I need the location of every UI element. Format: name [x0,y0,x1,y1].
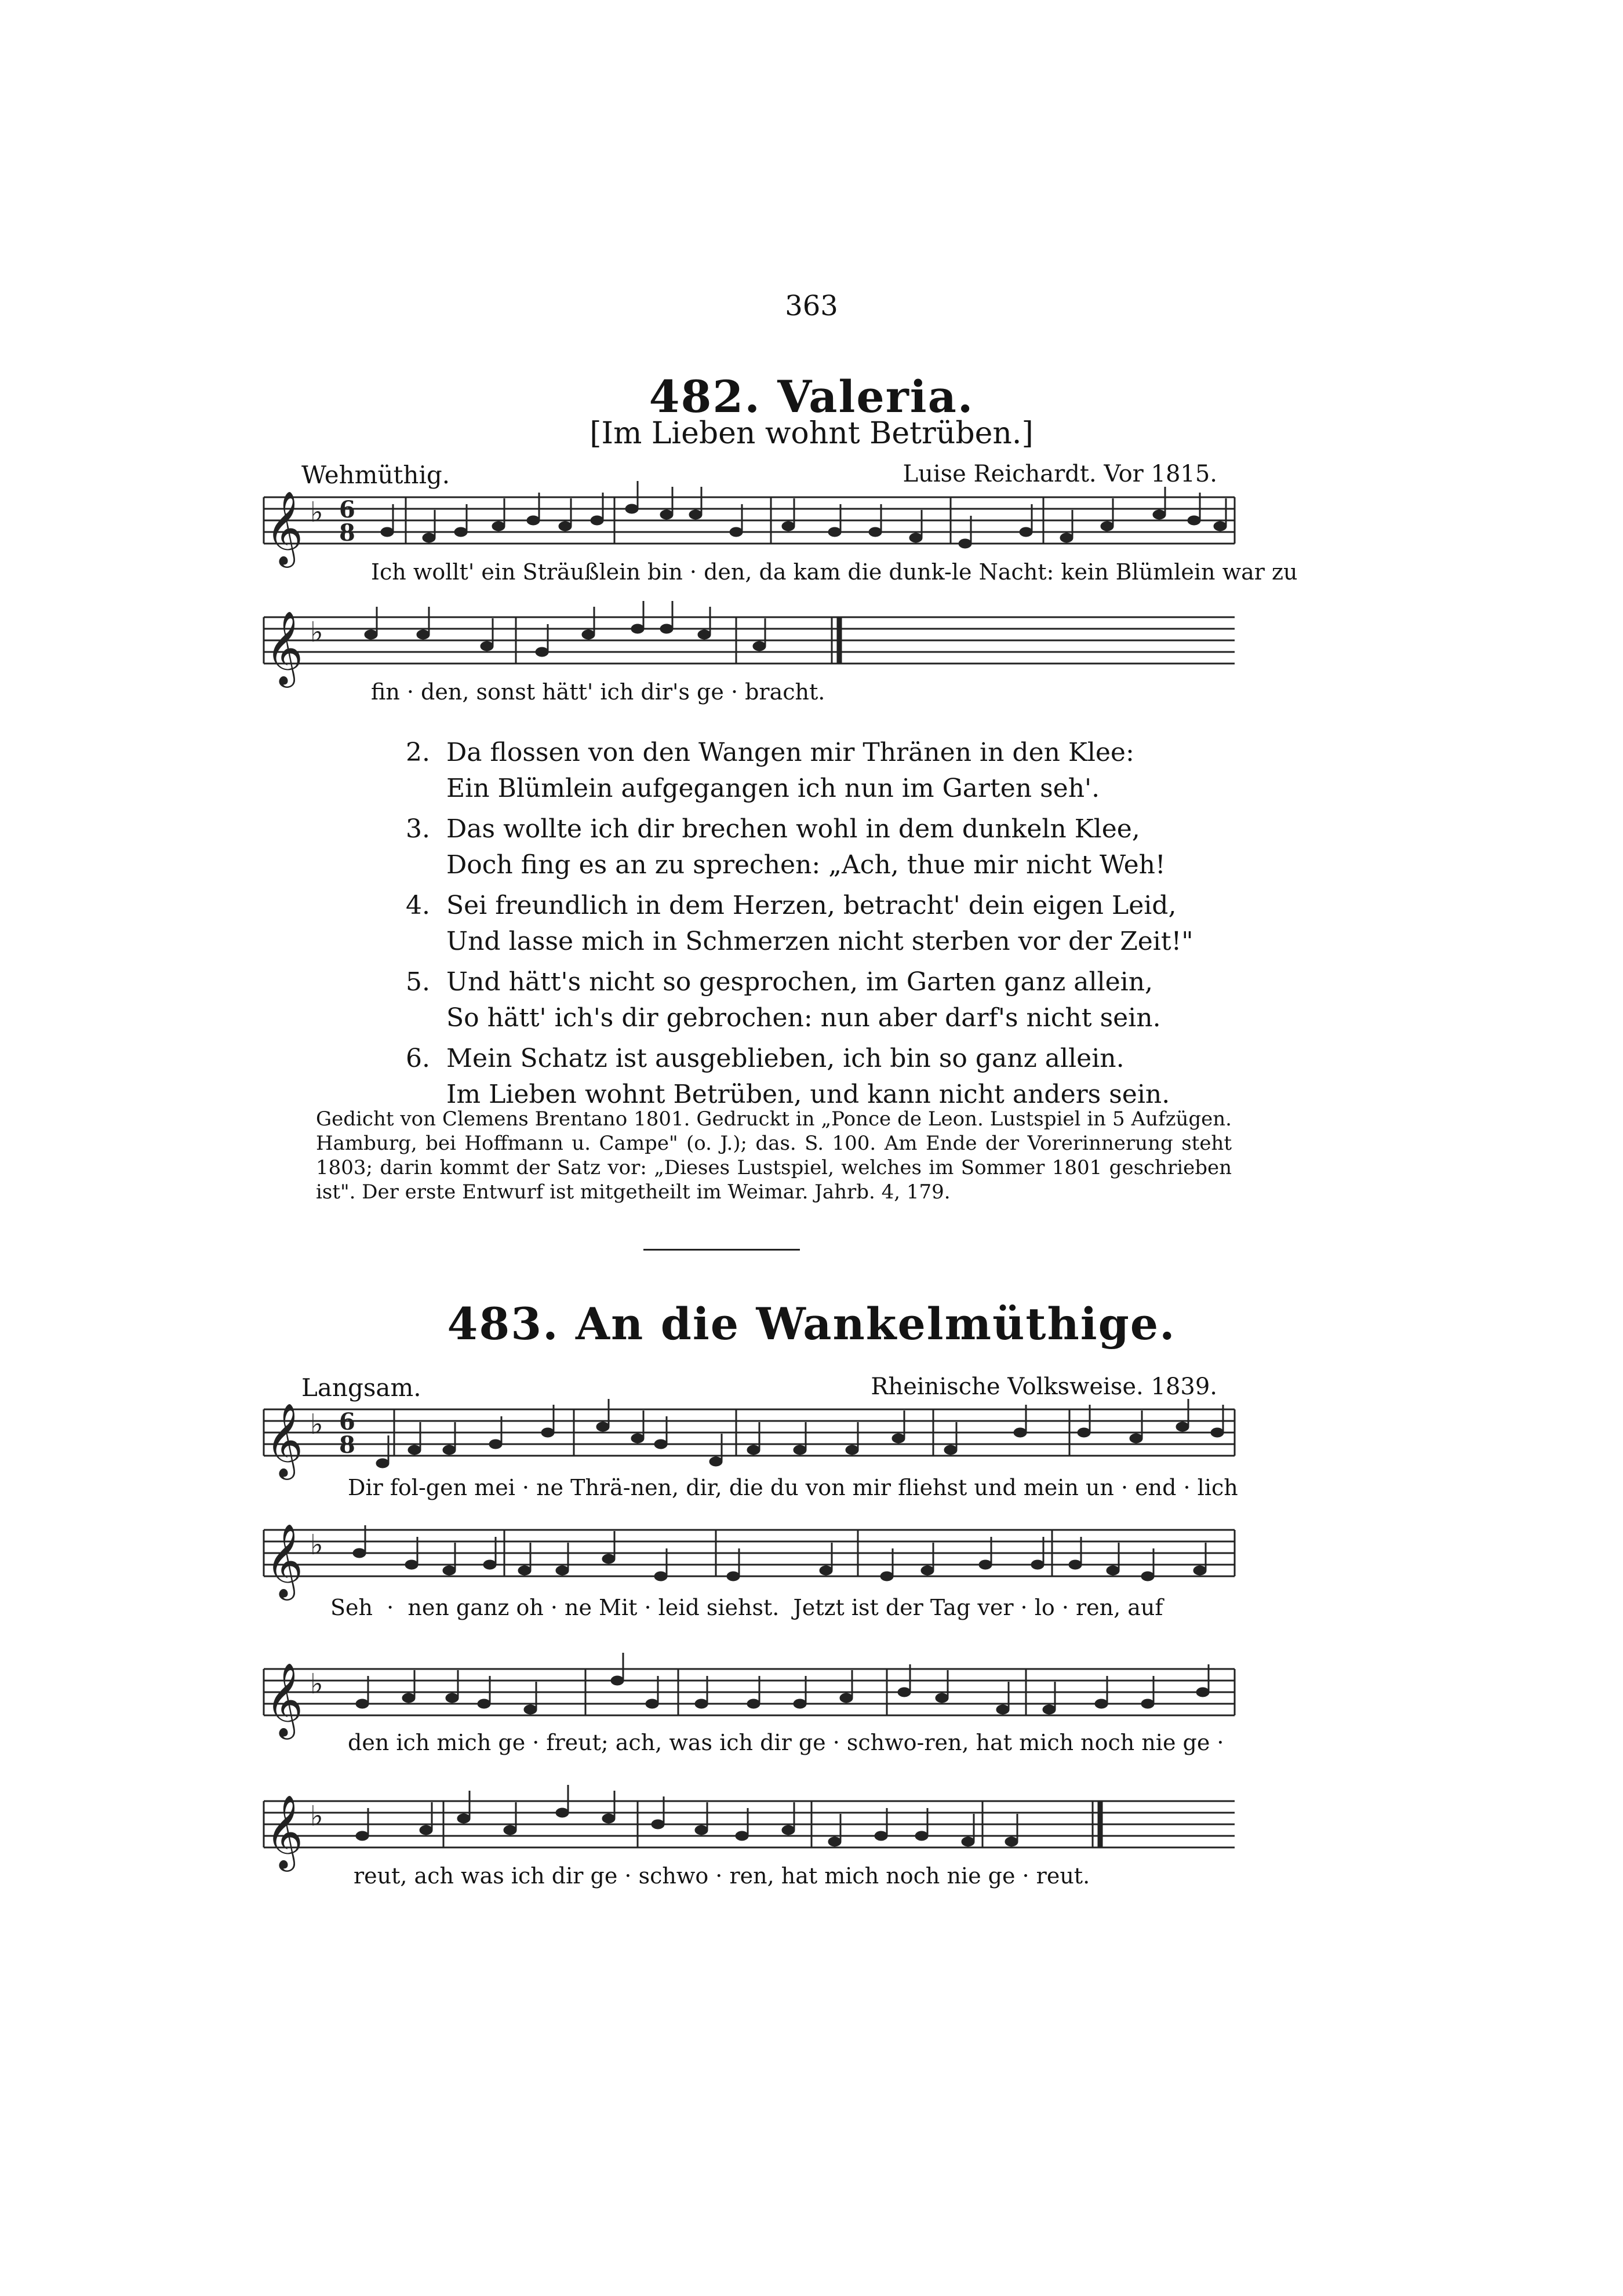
treble-clef-icon: 𝄞 [265,1662,304,1736]
verse-line: Und hätt's nicht so gesprochen, im Garten ganz allein, [446,967,1153,997]
verse [406,1041,1333,1113]
verse-line: Im Lieben wohnt Betrüben, und kann nicht anders sein. [446,1080,1170,1109]
staff-483-3 [264,1669,1235,1715]
song-483-lyrics-line-1: Dir fol-gen mei · ne Thrä-nen, dir, die du von mir fliehst und mein un · end · lich [348,1475,1238,1500]
verse-number: 3. [406,814,430,844]
svg-text:♭: ♭ [310,1408,323,1441]
song-482-title: 482. Valeria. [649,371,974,422]
treble-clef-icon: 𝄞 [265,1402,304,1477]
song-483-title: 483. An die Wankelmüthige. [447,1298,1176,1350]
svg-text:6: 6 [339,1408,355,1435]
treble-clef-icon: 𝄞 [265,1523,304,1597]
song-482-attribution: Luise Reichardt. Vor 1815. [903,461,1217,487]
staff-482-2 [264,617,1235,664]
section-divider [643,1249,800,1251]
verse-line: Mein Schatz ist ausgeblieben, ich bin so ganz allein. [446,1044,1125,1073]
song-483-tempo: Langsam. [301,1373,421,1402]
song-483-lyrics-line-4: reut, ach was ich dir ge · schwo · ren, hat mich noch nie ge · reut. [354,1863,1090,1889]
notes-482-1 [381,481,1226,548]
song-483-lyrics-line-2: Seh · nen ganz oh · ne Mit · leid siehst. Jetzt ist der Tag ver · lo · ren, auf [330,1595,1163,1620]
treble-clef-icon: 𝄞 [265,610,304,684]
song-482-subtitle: [Im Lieben wohnt Betrüben.] [589,416,1034,451]
treble-clef-icon: 𝄞 [265,1794,304,1868]
staff-483-4 [264,1801,1235,1847]
svg-text:8: 8 [339,1431,355,1459]
song-483-lyrics-line-3: den ich mich ge · freut; ach, was ich dir ge · schwo-ren, hat mich noch nie ge · [348,1730,1224,1755]
verse-line: Sei freundlich in dem Herzen, betracht' dein eigen Leid, [446,891,1177,920]
song-482-lyrics-line-1: Ich wollt' ein Sträußlein bin · den, da kam die dunk-le Nacht: kein Blümlein war zu [371,559,1298,585]
song-482-lyrics-line-2: fin · den, sonst hätt' ich dir's ge · bracht. [371,679,825,705]
svg-text:♭: ♭ [310,496,323,529]
verse-line: Ein Blümlein aufgegangen ich nun im Garten seh'. [446,774,1100,803]
svg-text:♭: ♭ [310,1668,323,1700]
page-number: 363 [785,290,838,322]
verse [406,964,1333,1036]
treble-clef-icon: 𝄞 [265,490,304,564]
verse-line: Doch fing es an zu sprechen: „Ach, thue mir nicht Weh! [446,850,1166,880]
verse-number: 2. [406,738,430,767]
song-483-attribution: Rheinische Volksweise. 1839. [871,1373,1217,1400]
verse-number: 6. [406,1044,430,1073]
svg-text:♭: ♭ [310,1800,323,1832]
staff-482-1 [264,497,1235,544]
song-482-verses [406,735,1333,1117]
verse-line: So hätt' ich's dir gebrochen: nun aber darf's nicht sein. [446,1003,1161,1033]
verse [406,811,1333,883]
song-482-tempo: Wehmüthig. [301,461,450,489]
verse-number: 4. [406,891,430,920]
song-482-source-notes: Gedicht von Clemens Brentano 1801. Gedruckt in „Ponce de Leon. Lustspiel in 5 Aufzügen. Hamburg, bei Hoffmann u. Campe" (o. J.); das. S. 100. Am Ende der Vorerinnerung steht 1803; darin kommt der Satz vor: „Dieses Lustspiel, welches im Sommer 1801 geschrieben ist". Der erste Entwurf ist mitgetheilt im Weimar. Jahrb. 4, 179. [316,1107,1232,1204]
svg-text:♭: ♭ [310,1529,323,1561]
verse-line: Da flossen von den Wangen mir Thränen in den Klee: [446,738,1134,767]
verse-line: Das wollte ich dir brechen wohl in dem dunkeln Klee, [446,814,1140,844]
svg-text:8: 8 [339,519,355,546]
svg-text:♭: ♭ [310,616,323,648]
verse-number: 5. [406,967,430,997]
verse [406,735,1333,807]
svg-text:6: 6 [339,496,355,523]
verse-line: Und lasse mich in Schmerzen nicht sterben vor der Zeit!" [446,927,1193,956]
verse [406,888,1333,960]
